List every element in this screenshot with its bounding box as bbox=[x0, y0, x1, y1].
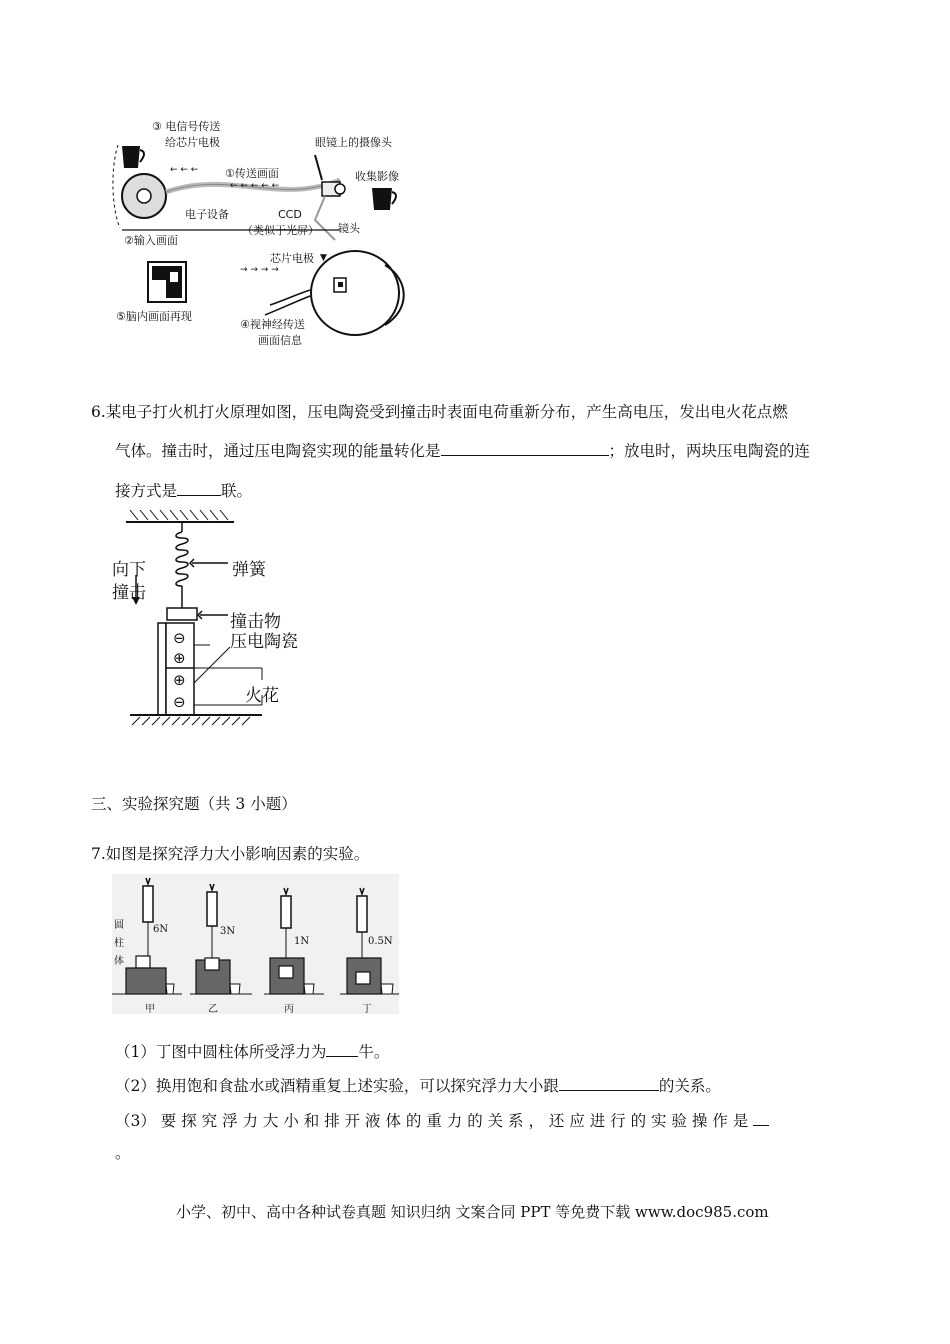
label-step4a: ④视神经传送 bbox=[240, 318, 305, 331]
label-step4b: 画面信息 bbox=[258, 334, 302, 347]
q7-part2-text-b: 的关系。 bbox=[658, 1077, 721, 1095]
buoyancy-diagram bbox=[112, 874, 399, 1014]
label-body-2: 柱 bbox=[114, 938, 124, 949]
caption-bing: 丙 bbox=[284, 1004, 294, 1015]
q6-line3-text-b: 联。 bbox=[221, 482, 253, 500]
q6-energy-blank[interactable] bbox=[441, 441, 609, 456]
label-step5: ⑤脑内画面再现 bbox=[116, 310, 192, 323]
label-body-3: 体 bbox=[114, 956, 124, 967]
label-step1: ①传送画面 bbox=[225, 167, 279, 180]
label-collect: 收集影像 bbox=[355, 170, 399, 183]
label-step3a: ③ 电信号传送 bbox=[152, 120, 221, 133]
q6-line2 bbox=[115, 441, 810, 460]
ceramic-minus-bottom: ⊖ bbox=[173, 693, 186, 711]
q7-buoyancy-blank[interactable] bbox=[326, 1042, 358, 1057]
label-striker: 撞击物 bbox=[230, 612, 281, 632]
ceramic-minus-top: ⊖ bbox=[173, 629, 186, 647]
label-ccd-note: （类似于光屏） bbox=[242, 224, 319, 237]
label-spring: 弹簧 bbox=[232, 560, 266, 580]
caption-ding: 丁 bbox=[362, 1004, 372, 1015]
label-spark: 火花 bbox=[245, 686, 279, 706]
q7-part3-text: （3） 要 探 究 浮 力 大 小 和 排 开 液 体 的 重 力 的 关 系 ， 还 应 进 行 的 实 验 操 作 是 bbox=[115, 1112, 749, 1130]
svg-text:← ← ←: ← ← ← bbox=[170, 165, 199, 175]
reading-jia: 6N bbox=[153, 924, 169, 935]
label-down-2: 撞击 bbox=[112, 583, 146, 603]
label-lens: 镜头 bbox=[338, 222, 360, 235]
setup-yi bbox=[190, 884, 252, 994]
ceramic-plus-top: ⊕ bbox=[173, 649, 186, 667]
q7-operation-blank[interactable] bbox=[753, 1111, 769, 1126]
section-3-title: 三、实验探究题（共 3 小题） bbox=[91, 795, 297, 813]
q6-line2-text-a: 气体。撞击时，通过压电陶瓷实现的能量转化是 bbox=[115, 442, 441, 460]
q7-part1 bbox=[115, 1042, 389, 1061]
reading-yi: 3N bbox=[220, 926, 236, 937]
label-ccd: CCD bbox=[278, 208, 302, 221]
q6-line3-text-a: 接方式是 bbox=[115, 482, 178, 500]
reading-ding: 0.5N bbox=[368, 936, 393, 947]
label-body-1: 圆 bbox=[114, 920, 124, 931]
q7-part3-end: 。 bbox=[115, 1144, 131, 1162]
q7-factor-blank[interactable] bbox=[559, 1076, 659, 1091]
q6-line3 bbox=[115, 481, 252, 500]
svg-text:← ← ← ← ←: ← ← ← ← ← bbox=[230, 181, 280, 191]
reading-bing: 1N bbox=[294, 936, 310, 947]
svg-text:▼: ▼ bbox=[320, 253, 327, 263]
label-chip: 芯片电极 bbox=[270, 252, 314, 265]
q7-part2-text-a: （2）换用饱和食盐水或酒精重复上述实验，可以探究浮力大小跟 bbox=[115, 1077, 559, 1095]
label-camera: 眼镜上的摄像头 bbox=[315, 136, 392, 149]
caption-yi: 乙 bbox=[208, 1004, 218, 1015]
figure-buoyancy bbox=[112, 874, 399, 1014]
caption-jia: 甲 bbox=[145, 1004, 155, 1015]
q7-part1-text-b: 牛。 bbox=[358, 1043, 390, 1061]
svg-text:→ → → →: → → → → bbox=[240, 265, 279, 275]
q7-part3 bbox=[115, 1111, 769, 1130]
piezo-lighter-diagram bbox=[110, 505, 320, 730]
figure-piezo-lighter bbox=[110, 505, 320, 730]
q7-part1-text-a: （1）丁图中圆柱体所受浮力为 bbox=[115, 1043, 327, 1061]
label-device: 电子设备 bbox=[185, 208, 229, 221]
label-step3b: 给芯片电极 bbox=[165, 136, 220, 149]
figure-bionic-eye bbox=[110, 110, 425, 355]
q7-part2 bbox=[115, 1076, 721, 1095]
q6-line2-text-b: ；放电时，两块压电陶瓷的连 bbox=[608, 442, 811, 460]
page-footer: 小学、初中、高中各种试卷真题 知识归纳 文案合同 PPT 等免费下载 www.doc985.com bbox=[176, 1203, 769, 1221]
q7-stem: 7.如图是探究浮力大小影响因素的实验。 bbox=[91, 845, 370, 863]
label-down-1: 向下 bbox=[112, 560, 146, 580]
label-ceramic: 压电陶瓷 bbox=[230, 632, 298, 652]
q6-connection-blank[interactable] bbox=[177, 481, 221, 496]
ceramic-plus-bottom: ⊕ bbox=[173, 671, 186, 689]
q6-line1: 6.某电子打火机打火原理如图，压电陶瓷受到撞击时表面电荷重新分布，产生高电压，发出电火花点燃 bbox=[91, 403, 788, 421]
label-step2: ②输入画面 bbox=[124, 234, 178, 247]
